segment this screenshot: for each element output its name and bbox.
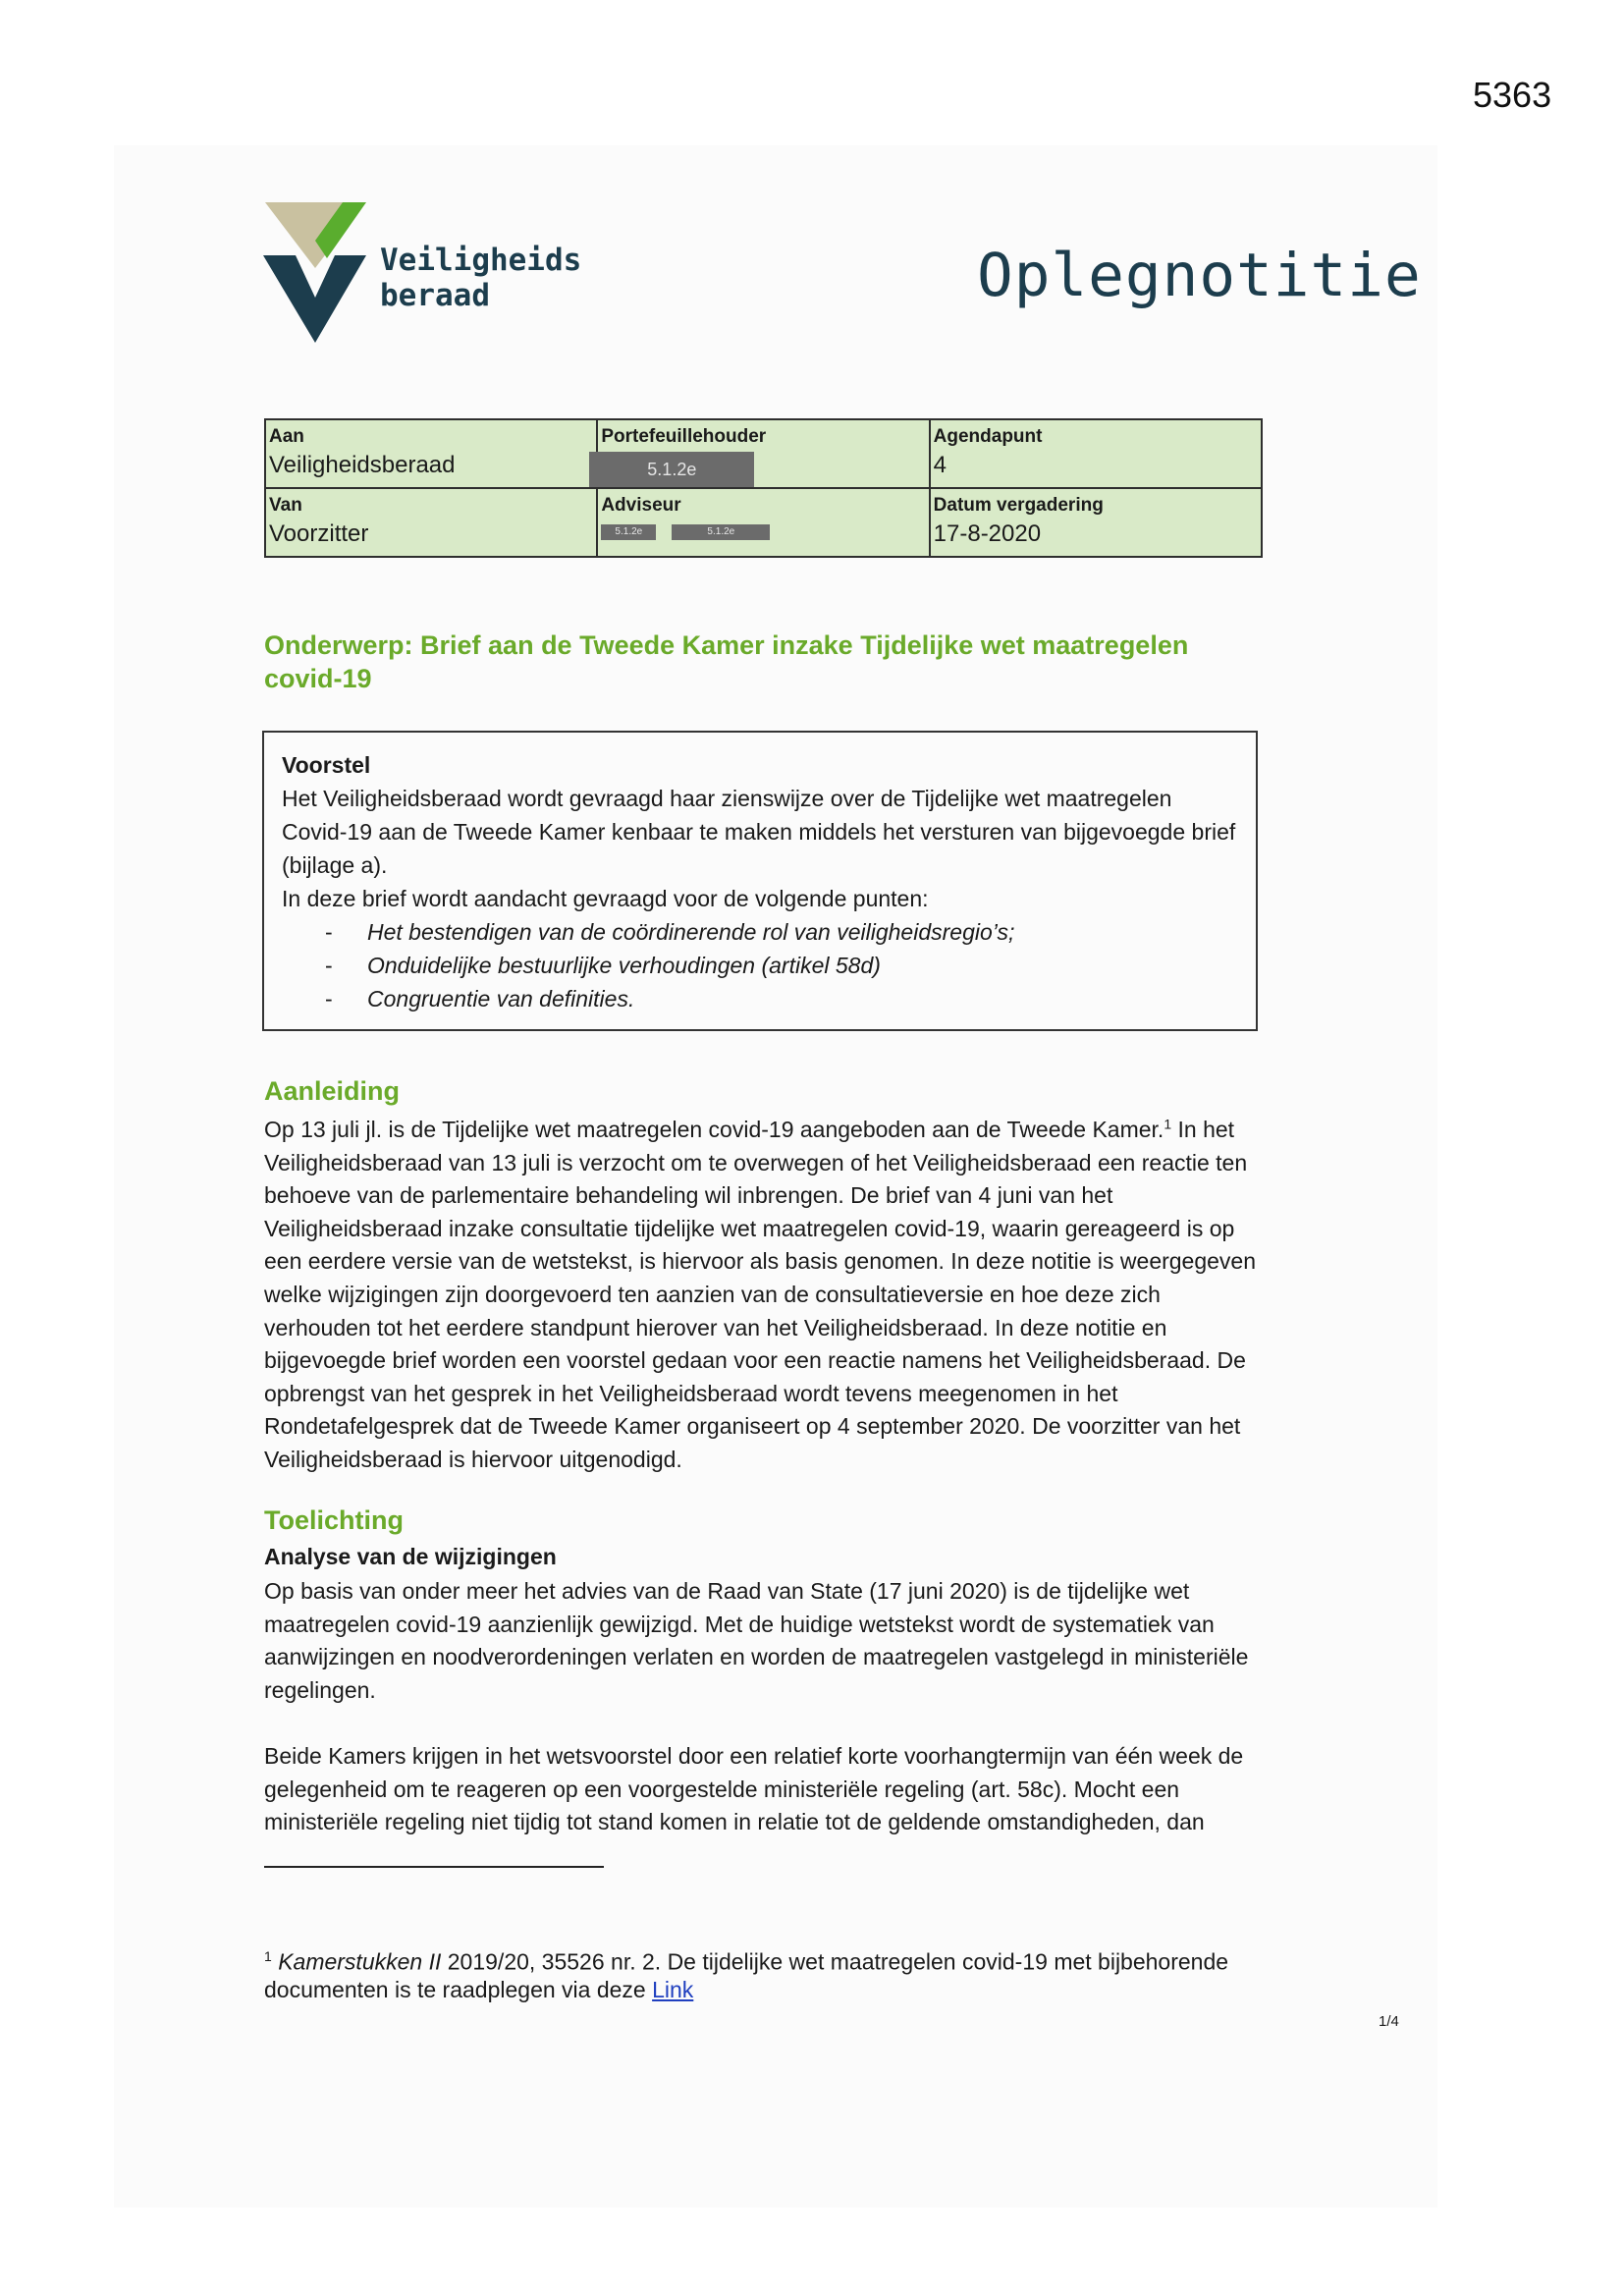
meta-cell-adviseur xyxy=(597,488,929,557)
section-heading-toelichting: Toelichting xyxy=(264,1505,404,1535)
meta-value-aan: Veiligheidsberaad xyxy=(269,452,456,478)
meta-cell-agendapunt xyxy=(930,419,1262,488)
footnote-link[interactable]: Link xyxy=(652,1976,694,2002)
meta-label-van: Van xyxy=(269,495,302,516)
meta-cell-portefeuillehouder xyxy=(597,419,929,488)
meta-label-aan: Aan xyxy=(269,426,304,447)
toelichting-paragraph-2: Beide Kamers krijgen in het wetsvoorstel door een relatief korte voorhangtermijn van één week de gelegenheid om te reageren op een voorgestelde ministeriële regeling (art. 58c). Mocht een ministeriële regeling niet tijdig tot stand komen in relatie tot de geldende omstandigheden, dan xyxy=(264,1743,1244,1835)
meta-value-agendapunt: 4 xyxy=(933,452,947,478)
meta-label-adviseur: Adviseur xyxy=(601,495,681,516)
logo-line-2: beraad xyxy=(380,278,490,313)
redaction-portefeuillehouder: 5.1.2e xyxy=(589,452,754,487)
proposal-text: Het Veiligheidsberaad wordt gevraagd haar zienswijze over de Tijdelijke wet maatregelen Covid-19 aan de Tweede Kamer kenbaar te maken middels het versturen van bijgevoegde brief (bijlage a). xyxy=(282,786,1236,878)
redaction-adviseur-2: 5.1.2e xyxy=(672,524,770,540)
logo-v-icon xyxy=(260,201,368,344)
proposal-intro: In deze brief wordt aandacht gevraagd voor de volgende punten: xyxy=(282,886,929,911)
footnote-italic: Kamerstukken II xyxy=(278,1948,442,1975)
meta-cell-van xyxy=(265,488,597,557)
meta-cell-datum xyxy=(930,488,1262,557)
veiligheidsberaad-logo xyxy=(260,201,582,349)
page-number: 1/4 xyxy=(1379,2013,1399,2030)
subheading-analyse: Analyse van de wijzigingen xyxy=(264,1544,557,1569)
meta-cell-aan xyxy=(265,419,597,488)
meta-label-datum: Datum vergadering xyxy=(933,495,1104,516)
meta-label-agendapunt: Agendapunt xyxy=(933,426,1043,447)
document-number: 5363 xyxy=(1473,75,1552,115)
footnote xyxy=(264,1942,1246,2003)
meta-table xyxy=(264,418,1263,558)
meta-label-portefeuillehouder: Portefeuillehouder xyxy=(601,426,767,447)
proposal-points xyxy=(282,915,1238,1015)
proposal-point: - Het bestendigen van de coördinerende rol van veiligheidsregio’s; xyxy=(282,915,1238,949)
logo-wordmark xyxy=(380,243,581,313)
meta-value-van: Voorzitter xyxy=(269,520,369,547)
footnote-divider xyxy=(264,1866,604,1868)
proposal-point: - Onduidelijke bestuurlijke verhoudingen (artikel 58d) xyxy=(282,949,1238,982)
proposal-box xyxy=(262,731,1258,1031)
proposal-point: - Congruentie van definities. xyxy=(282,982,1238,1015)
aanleiding-paragraph xyxy=(264,1114,1266,1477)
proposal-title: Voorstel xyxy=(282,752,371,778)
redaction-adviseur-1: 5.1.2e xyxy=(601,524,656,540)
toelichting-paragraph-1: Op basis van onder meer het advies van de Raad van State (17 juni 2020) is de tijdelijke wet maatregelen covid-19 aanzienlijk gewijzigd. Met de huidige wetstekst wordt de systematiek van aanwijzingen en noodverordeningen verlaten en worden de maatregelen vastgelegd in ministeriële regelingen. xyxy=(264,1578,1249,1703)
footnote-reference[interactable]: 1 xyxy=(1164,1116,1172,1132)
document-type-title: Oplegnotitie xyxy=(977,241,1422,310)
subject-heading: Onderwerp: Brief aan de Tweede Kamer inzake Tijdelijke wet maatregelen covid-19 xyxy=(264,630,1189,693)
aanleiding-text-a: Op 13 juli jl. is de Tijdelijke wet maatregelen covid-19 aangeboden aan de Tweede Kamer. xyxy=(264,1117,1164,1142)
logo-line-1: Veiligheids xyxy=(380,243,582,278)
footnote-text: 2019/20, 35526 nr. 2. De tijdelijke wet maatregelen covid-19 met bijbehorende documenten is te raadplegen via deze xyxy=(264,1948,1229,2002)
meta-value-datum: 17-8-2020 xyxy=(933,520,1042,547)
aanleiding-text-b: In het Veiligheidsberaad van 13 juli is verzocht om te overwegen of het Veiligheidsberaad een reactie ten behoeve van de parlementaire behandeling wil inbrengen. De brief van 4 juni van het Veiligheidsberaad inzake consultatie tijdelijke wet maatregelen covid-19, waarin gereageerd is op een eerdere versie van de wetstekst, is hiervoor als basis genomen. In deze notitie is weergegeven welke wijzigingen zijn doorgevoerd ten aanzien van de consultatieversie en hoe deze zich verhouden tot het eerdere standpunt hierover van het Veiligheidsberaad. In deze notitie en bijgevoegde brief worden een voorstel gedaan voor een reactie namens het Veiligheidsberaad. De opbrengst van het gesprek in het Veiligheidsberaad wordt tevens meegenomen in het Rondetafelgesprek dat de Tweede Kamer organiseert op 4 september 2020. De voorzitter van het Veiligheidsberaad is hiervoor uitgenodigd. xyxy=(264,1117,1257,1472)
footnote-mark: 1 xyxy=(264,1948,272,1964)
section-heading-aanleiding: Aanleiding xyxy=(264,1076,401,1106)
